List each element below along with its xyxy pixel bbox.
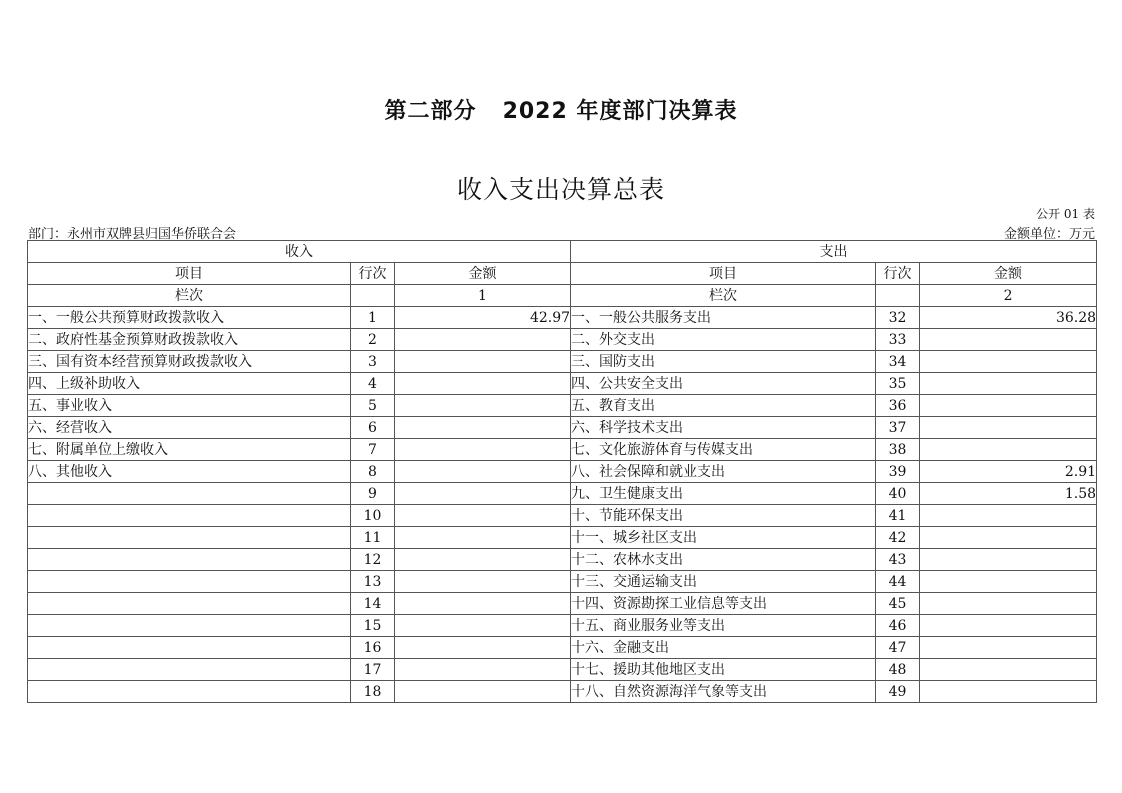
expense-header: 支出 [571, 241, 1097, 263]
expense-item-cell: 十五、商业服务业等支出 [571, 615, 876, 637]
expense-amount-cell [920, 395, 1097, 417]
expense-amount-cell [920, 351, 1097, 373]
expense-lanci-label: 栏次 [571, 285, 876, 307]
form-code: 公开 01 表 [1036, 207, 1095, 221]
table-row [28, 637, 1097, 659]
table-row [28, 483, 1097, 505]
expense-row-number: 47 [876, 637, 920, 659]
income-amount-cell [395, 593, 571, 615]
department-label: 部门：永州市双牌县归国华侨联合会 [28, 227, 237, 242]
table-row [28, 329, 1097, 351]
income-item-cell: 四、上级补助收入 [28, 373, 351, 395]
income-row-number: 10 [351, 505, 395, 527]
income-lanci-blank [351, 285, 395, 307]
expense-amount-header: 金额 [920, 263, 1097, 285]
expense-row-number: 46 [876, 615, 920, 637]
income-row-number: 7 [351, 439, 395, 461]
income-row-number: 3 [351, 351, 395, 373]
expense-amount-cell [920, 659, 1097, 681]
expense-row-number: 48 [876, 659, 920, 681]
income-amount-cell [395, 417, 571, 439]
expense-item-cell: 六、科学技术支出 [571, 417, 876, 439]
income-amount-cell [395, 461, 571, 483]
income-item-cell [28, 571, 351, 593]
income-row-number: 16 [351, 637, 395, 659]
income-row-number: 2 [351, 329, 395, 351]
page-title [0, 94, 1122, 125]
expense-row-number: 40 [876, 483, 920, 505]
income-item-cell: 八、其他收入 [28, 461, 351, 483]
table-row [28, 593, 1097, 615]
income-col-number: 1 [395, 285, 571, 307]
income-item-cell: 二、政府性基金预算财政拨款收入 [28, 329, 351, 351]
expense-amount-cell [920, 373, 1097, 395]
income-amount-cell [395, 549, 571, 571]
income-row-number: 17 [351, 659, 395, 681]
income-header: 收入 [28, 241, 571, 263]
lanci-row [28, 285, 1097, 307]
expense-row-number: 49 [876, 681, 920, 703]
expense-amount-cell [920, 549, 1097, 571]
expense-item-cell: 十六、金融支出 [571, 637, 876, 659]
income-item-cell: 六、经营收入 [28, 417, 351, 439]
expense-amount-cell: 36.28 [920, 307, 1097, 329]
expense-row-number: 34 [876, 351, 920, 373]
income-amount-cell [395, 681, 571, 703]
expense-item-header: 项目 [571, 263, 876, 285]
income-item-cell [28, 637, 351, 659]
income-item-cell [28, 505, 351, 527]
column-header-row [28, 263, 1097, 285]
expense-row-number: 38 [876, 439, 920, 461]
income-row-number: 15 [351, 615, 395, 637]
income-amount-cell [395, 659, 571, 681]
income-amount-cell [395, 637, 571, 659]
expense-item-cell: 十二、农林水支出 [571, 549, 876, 571]
expense-item-cell: 九、卫生健康支出 [571, 483, 876, 505]
expense-row-number: 44 [876, 571, 920, 593]
expense-row-header: 行次 [876, 263, 920, 285]
income-row-header: 行次 [351, 263, 395, 285]
income-amount-cell [395, 483, 571, 505]
income-item-cell: 五、事业收入 [28, 395, 351, 417]
expense-amount-cell [920, 439, 1097, 461]
expense-item-cell: 三、国防支出 [571, 351, 876, 373]
expense-amount-cell [920, 329, 1097, 351]
income-item-cell: 一、一般公共预算财政拨款收入 [28, 307, 351, 329]
expense-row-number: 32 [876, 307, 920, 329]
table-row [28, 373, 1097, 395]
income-row-number: 11 [351, 527, 395, 549]
income-item-cell [28, 593, 351, 615]
income-row-number: 4 [351, 373, 395, 395]
expense-item-cell: 十四、资源勘探工业信息等支出 [571, 593, 876, 615]
income-item-cell: 七、附属单位上缴收入 [28, 439, 351, 461]
expense-row-number: 45 [876, 593, 920, 615]
income-item-cell [28, 659, 351, 681]
expense-amount-cell: 2.91 [920, 461, 1097, 483]
income-row-number: 1 [351, 307, 395, 329]
table-row [28, 439, 1097, 461]
table-row [28, 417, 1097, 439]
income-item-cell [28, 527, 351, 549]
income-amount-cell [395, 329, 571, 351]
income-amount-cell [395, 615, 571, 637]
income-row-number: 12 [351, 549, 395, 571]
income-amount-cell [395, 351, 571, 373]
expense-item-cell: 八、社会保障和就业支出 [571, 461, 876, 483]
expense-amount-cell [920, 417, 1097, 439]
income-amount-cell [395, 527, 571, 549]
expense-amount-cell [920, 505, 1097, 527]
expense-item-cell: 五、教育支出 [571, 395, 876, 417]
expense-row-number: 41 [876, 505, 920, 527]
income-lanci-label: 栏次 [28, 285, 351, 307]
income-row-number: 14 [351, 593, 395, 615]
expense-col-number: 2 [920, 285, 1097, 307]
income-amount-cell [395, 439, 571, 461]
expense-amount-cell: 1.58 [920, 483, 1097, 505]
expense-item-cell: 一、一般公共服务支出 [571, 307, 876, 329]
expense-amount-cell [920, 615, 1097, 637]
expense-item-cell: 七、文化旅游体育与传媒支出 [571, 439, 876, 461]
expense-row-number: 33 [876, 329, 920, 351]
expense-amount-cell [920, 681, 1097, 703]
income-row-number: 8 [351, 461, 395, 483]
expense-item-cell: 十七、援助其他地区支出 [571, 659, 876, 681]
expense-item-cell: 十三、交通运输支出 [571, 571, 876, 593]
income-amount-header: 金额 [395, 263, 571, 285]
income-item-cell [28, 615, 351, 637]
table-row [28, 615, 1097, 637]
table-row [28, 659, 1097, 681]
income-item-header: 项目 [28, 263, 351, 285]
income-row-number: 6 [351, 417, 395, 439]
table-row [28, 307, 1097, 329]
income-amount-cell: 42.97 [395, 307, 571, 329]
table-row [28, 461, 1097, 483]
income-amount-cell [395, 395, 571, 417]
expense-item-cell: 二、外交支出 [571, 329, 876, 351]
unit-label: 金额单位：万元 [1003, 227, 1095, 242]
table-row [28, 395, 1097, 417]
expense-row-number: 36 [876, 395, 920, 417]
expense-amount-cell [920, 571, 1097, 593]
title-part: 第二部分 [384, 99, 477, 124]
table-row [28, 549, 1097, 571]
table-row [28, 351, 1097, 373]
income-item-cell [28, 681, 351, 703]
table-row [28, 505, 1097, 527]
income-amount-cell [395, 505, 571, 527]
expense-row-number: 42 [876, 527, 920, 549]
income-item-cell [28, 483, 351, 505]
expense-item-cell: 十八、自然资源海洋气象等支出 [571, 681, 876, 703]
expense-row-number: 39 [876, 461, 920, 483]
income-row-number: 18 [351, 681, 395, 703]
expense-item-cell: 十一、城乡社区支出 [571, 527, 876, 549]
expense-item-cell: 四、公共安全支出 [571, 373, 876, 395]
expense-amount-cell [920, 637, 1097, 659]
expense-amount-cell [920, 593, 1097, 615]
income-item-cell: 三、国有资本经营预算财政拨款收入 [28, 351, 351, 373]
expense-row-number: 37 [876, 417, 920, 439]
expense-lanci-blank [876, 285, 920, 307]
expense-row-number: 43 [876, 549, 920, 571]
table-body [28, 241, 1097, 703]
income-amount-cell [395, 571, 571, 593]
title-main: 2022 年度部门决算表 [502, 99, 738, 124]
income-row-number: 9 [351, 483, 395, 505]
expense-amount-cell [920, 527, 1097, 549]
table-row [28, 527, 1097, 549]
income-amount-cell [395, 373, 571, 395]
table-row [28, 681, 1097, 703]
summary-table [27, 240, 1097, 703]
expense-item-cell: 十、节能环保支出 [571, 505, 876, 527]
section-header-row [28, 241, 1097, 263]
table-title: 收入支出决算总表 [456, 175, 665, 204]
income-row-number: 5 [351, 395, 395, 417]
income-item-cell [28, 549, 351, 571]
table-row [28, 571, 1097, 593]
income-row-number: 13 [351, 571, 395, 593]
expense-row-number: 35 [876, 373, 920, 395]
